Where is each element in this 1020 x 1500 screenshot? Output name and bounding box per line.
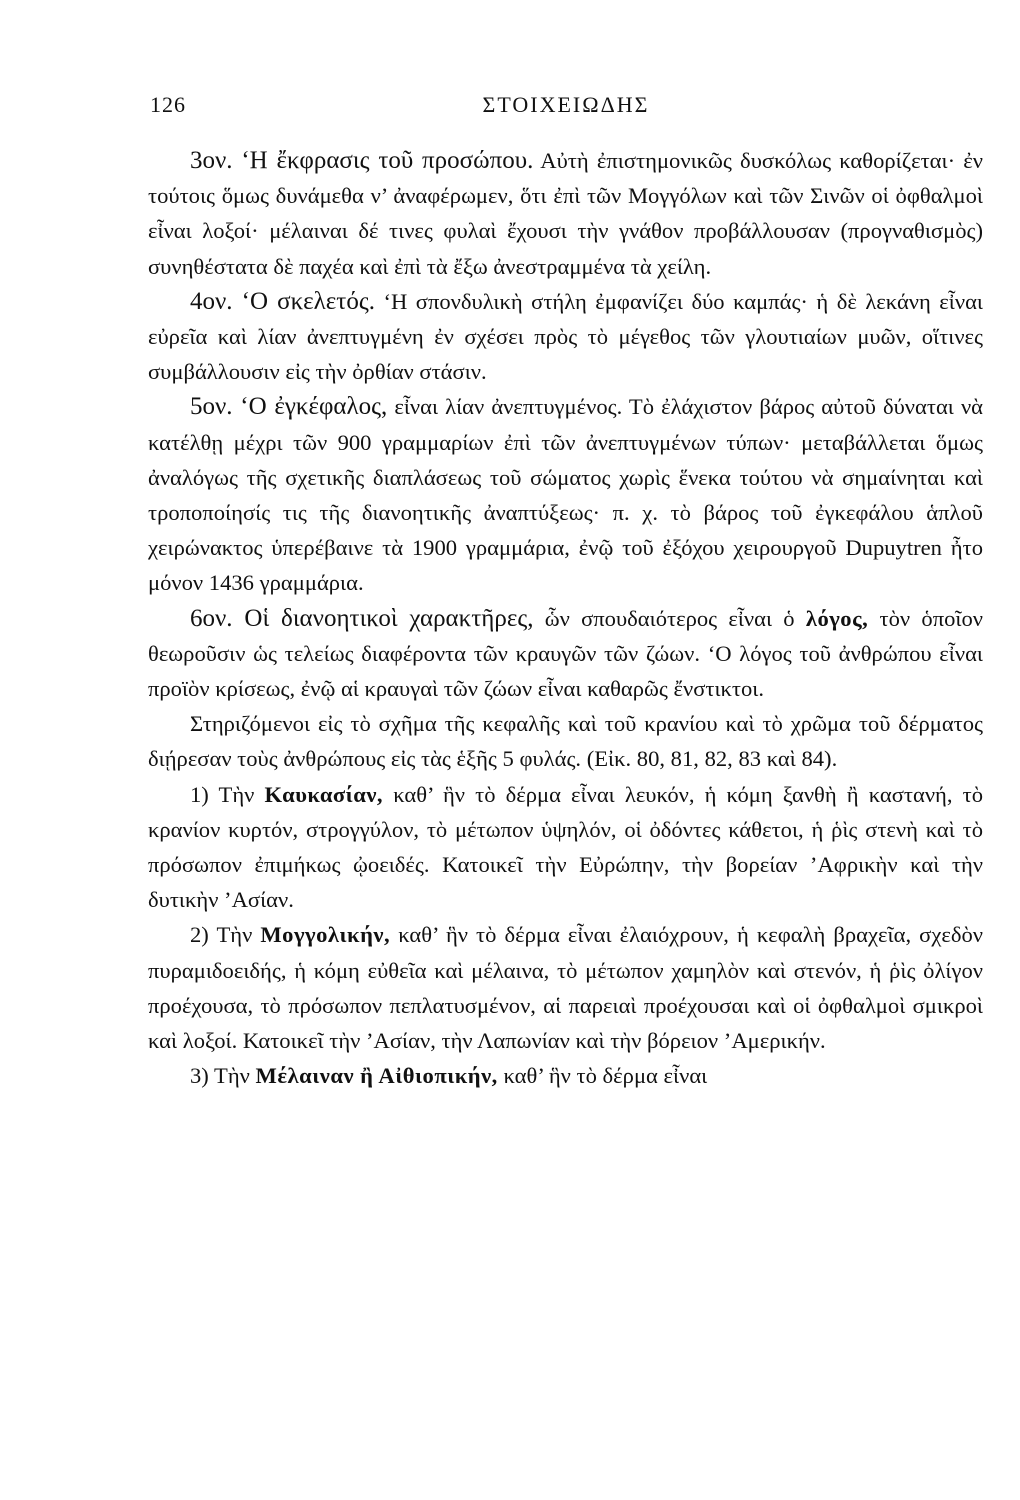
section-heading: 5ον. ‘Ο ἐγκέφαλος,	[190, 393, 388, 421]
paragraph-ethiopian	[148, 1058, 983, 1093]
paragraph-text: ‘Η σπονδυλικὴ στήλη ἐμφανίζει δύο καμπάς· ἡ δὲ λεκάνη εἶναι εὐρεῖα καὶ λίαν ἀνεπτυγμένη ἐν σχέσει πρὸς τὸ μέγεθος τῶν γλουτιαίων μυῶν, οἵτινες συμβάλλουσιν εἰς τὴν ὀρθίαν στάσιν.	[148, 288, 984, 385]
paragraph-text: καθ’ ἣν τὸ δέρμα εἶναι ἐλαιόχρουν, ἡ κεφαλὴ βραχεῖα, σχεδὸν πυραμιδοειδής, ἡ κόμη εὐθεῖα καὶ μέλαινα, τὸ μέτωπον χαμηλὸν καὶ στενόν, ἡ ῥὶς ὀλίγον προέχουσα, τὸ πρόσωπον πεπλατυσμένον, αἱ παρειαὶ προέχουσαι καὶ οἱ ὀφθαλμοὶ σμικροὶ καὶ λοξοί. Κατοικεῖ τὴν ’Ασίαν, τὴν Λαπωνίαν καὶ τὴν βόρειον ’Αμερικήν.	[148, 922, 984, 1054]
page-number: 126	[150, 92, 186, 117]
body-text	[148, 143, 983, 1093]
paragraph-mongolian	[148, 917, 983, 1058]
list-number: 3) Τὴν	[190, 1063, 256, 1089]
list-number: 1) Τὴν	[190, 781, 265, 807]
paragraph-brain	[148, 389, 983, 600]
section-heading: 6ον. Οἱ διανοητικοὶ χαρακτῆρες,	[190, 604, 534, 632]
paragraph-text: καθ’ ἣν τὸ δέρμα εἶναι	[497, 1063, 708, 1089]
list-number: 2) Τὴν	[190, 922, 261, 948]
section-heading: 4ον. ‘Ο σκελετός.	[190, 287, 375, 315]
running-head: ΣΤΟΙΧΕΙΩΔΗΣ	[482, 92, 650, 117]
page-header	[150, 92, 982, 126]
paragraph-text: εἶναι λίαν ἀνεπτυγμένος. Τὸ ἐλάχιστον βάρος αὐτοῦ δύναται νὰ κατέλθῃ μέχρι τῶν 900 γραμμαρίων ἐπὶ τῶν ἀνεπτυγμένων τύπων· μεταβάλλεται ὅμως ἀναλόγως τῆς σχετικῆς διαπλάσεως τοῦ σώματος χωρὶς ἕνεκα τούτου νὰ σημαίνηται καὶ τροποποίησίς τις τῆς διανοητικῆς ἀναπτύξεως· π. χ. τὸ βάρος τοῦ ἐγκεφάλου ἁπλοῦ χειρώνακτος ὑπερέβαινε τὰ 1900 γραμμάρια, ἐνῷ τοῦ ἐξόχου χειρουργοῦ Dupuytren ἦτο μόνον 1436 γραμμάρια.	[148, 394, 984, 596]
paragraph-text: Στηριζόμενοι εἰς τὸ σχῆμα τῆς κεφαλῆς καὶ τοῦ κρανίου καὶ τὸ χρῶμα τοῦ δέρματος διῄρεσαν τοὺς ἀνθρώπους εἰς τὰς ἑξῆς 5 φυλάς. (Εἰκ. 80, 81, 82, 83 καὶ 84).	[148, 711, 983, 772]
bold-term: Μογγολικήν,	[260, 922, 391, 948]
paragraph-mental-traits	[148, 601, 983, 707]
paragraph-races-intro	[148, 706, 983, 776]
bold-term: Καυκασίαν,	[264, 781, 384, 807]
paragraph-skeleton	[148, 284, 983, 390]
paragraph-caucasian	[148, 777, 983, 918]
paragraph-text: καθ’ ἣν τὸ δέρμα εἶναι λευκόν, ἡ κόμη ξανθὴ ἢ καστανή, τὸ κρανίον κυρτόν, στρογγύλον, τὸ μέτωπον ὑψηλόν, οἱ ὀδόντες κάθετοι, ἡ ῥὶς στενὴ καὶ τὸ πρόσωπον ἐπιμήκως ᾠοειδές. Κατοικεῖ τὴν Εὐρώπην, τὴν βορείαν ’Αφρικὴν καὶ τὴν δυτικὴν ’Ασίαν.	[148, 781, 983, 913]
paragraph-facial-expression	[148, 143, 983, 284]
bold-term: Μέλαιναν ἢ Αἰθιοπικήν,	[255, 1063, 498, 1089]
bold-term: λόγος,	[805, 605, 869, 631]
paragraph-text: τὸν ὁποῖον θεωροῦσιν ὡς τελείως διαφέροντα τῶν κραυγῶν τῶν ζώων. ‘Ο λόγος τοῦ ἀνθρώπου εἶναι προϊὸν κρίσεως, ἐνῷ αἱ κραυγαὶ τῶν ζώων εἶναι καθαρῶς ἔνστικτοι.	[148, 605, 983, 702]
paragraph-text: Αὐτὴ ἐπιστημονικῶς δυσκόλως καθορίζεται· ἐν τούτοις ὅμως δυνάμεθα ν’ ἀναφέρωμεν, ὅτι ἐπὶ τῶν Μογγόλων καὶ τῶν Σινῶν οἱ ὀφθαλμοὶ εἶναι λοξοί· μέλαιναι δέ τινες φυλαὶ ἔχουσι τὴν γνάθον προβάλλουσαν (προγναθισμὸς) συνηθέστατα δὲ παχέα καὶ ἐπὶ τὰ ἔξω ἀνεστραμμένα τὰ χείλη.	[148, 148, 983, 279]
section-heading: 3ον. ‘Η ἔκφρασις τοῦ προσώπου.	[190, 147, 534, 174]
paragraph-text: ὧν σπουδαιότερος εἶναι ὁ	[533, 605, 806, 631]
